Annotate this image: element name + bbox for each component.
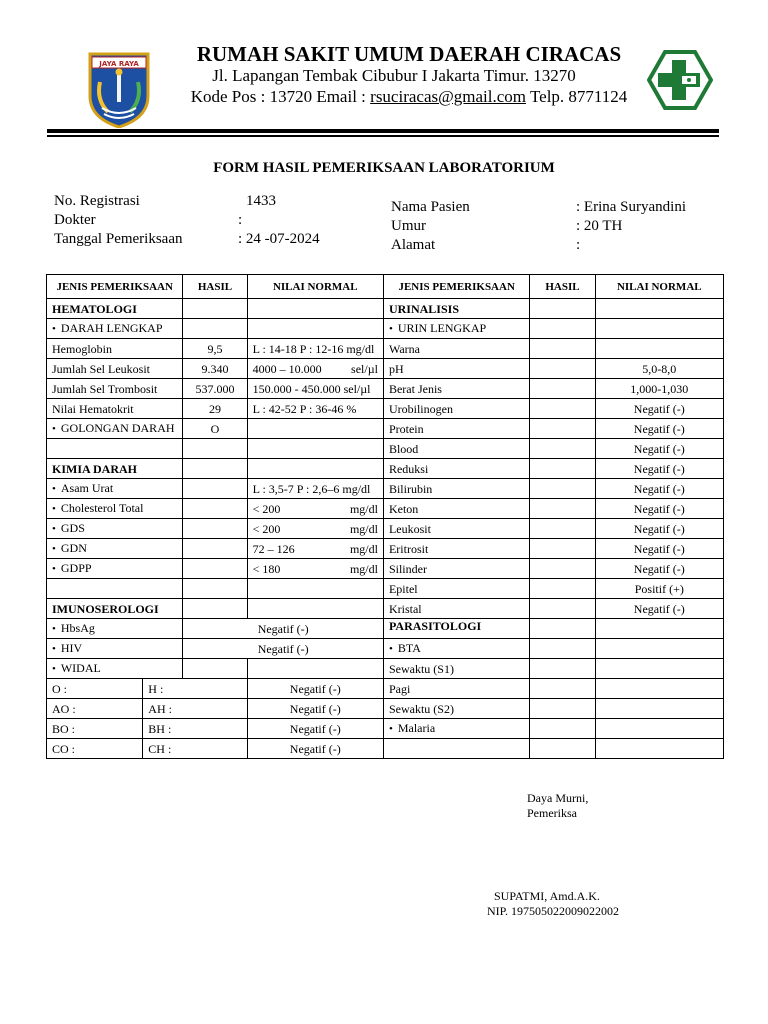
- darah-lengkap-label: • DARAH LENGKAP: [52, 321, 163, 335]
- asam-urat-name: • Asam Urat: [52, 481, 113, 495]
- table-header-row: [47, 275, 724, 299]
- header-result-right: HASIL: [530, 275, 595, 299]
- address-label: Alamat: [391, 237, 436, 253]
- hbsag-normal: Negatif (-): [183, 619, 384, 639]
- signature-place: Daya Murni,: [527, 791, 589, 805]
- table-row: [47, 639, 724, 659]
- urin-row-normal: Negatif (-): [595, 559, 723, 579]
- trombosit-normal: 150.000 - 450.000 sel/µl: [247, 379, 383, 399]
- svg-text:JAYA RAYA: JAYA RAYA: [99, 60, 139, 68]
- section-imunoserologi: IMUNOSEROLOGI: [47, 599, 183, 619]
- table-row: [47, 399, 724, 419]
- urin-row-normal: [595, 339, 723, 359]
- doctor-value: :: [238, 212, 243, 228]
- table-row: [47, 659, 724, 679]
- lab-results-table: [46, 274, 724, 759]
- asam-urat-normal: L : 3,5-7 P : 2,6–6 mg/dl: [247, 479, 383, 499]
- pagi-label: Pagi: [383, 679, 529, 699]
- table-row: [47, 599, 724, 619]
- gds-unit: mg/dl: [349, 521, 378, 536]
- table-row: [47, 499, 724, 519]
- cholesterol-normal: < 200: [252, 501, 281, 516]
- gdn-unit: mg/dl: [349, 541, 378, 556]
- gdn-name: • GDN: [52, 541, 87, 555]
- email-link[interactable]: rsuciracas@gmail.com: [370, 87, 527, 106]
- urin-row-name: Eritrosit: [383, 539, 529, 559]
- header-exam-right: JENIS PEMERIKSAAN: [383, 275, 529, 299]
- malaria-label: • Malaria: [389, 721, 435, 735]
- table-row: [47, 419, 724, 439]
- contact-suffix: Telp. 8771124: [526, 87, 628, 106]
- hematokrit-name: Nilai Hematokrit: [47, 399, 183, 419]
- table-row: [47, 739, 724, 759]
- date-value: : 24 -07-2024: [238, 231, 320, 247]
- header-rule-thick: [47, 129, 719, 133]
- table-row: [47, 559, 724, 579]
- reg-value: 1433: [246, 193, 276, 209]
- table-row: [47, 479, 724, 499]
- urin-row-name: Kristal: [383, 599, 529, 619]
- urin-row-name: Silinder: [383, 559, 529, 579]
- trombosit-name: Jumlah Sel Trombosit: [47, 379, 183, 399]
- widal-ah: AH :: [143, 699, 247, 719]
- hematokrit-normal: L : 42-52 P : 36-46 %: [247, 399, 383, 419]
- header-result-left: HASIL: [183, 275, 247, 299]
- widal-ao: AO :: [47, 699, 143, 719]
- urin-row-normal: 5,0-8,0: [595, 359, 723, 379]
- name-label: Nama Pasien: [391, 199, 470, 215]
- table-row: [47, 539, 724, 559]
- table-row: [47, 339, 724, 359]
- urin-row-normal: Negatif (-): [595, 459, 723, 479]
- section-kimia-darah: KIMIA DARAH: [47, 459, 183, 479]
- table-row: [47, 619, 724, 639]
- urin-row-normal: Negatif (-): [595, 499, 723, 519]
- urin-row-name: Urobilinogen: [383, 399, 529, 419]
- hb-result: 9,5: [183, 339, 247, 359]
- widal-normal: Negatif (-): [247, 679, 383, 699]
- widal-normal: Negatif (-): [247, 739, 383, 759]
- hospital-address: Jl. Lapangan Tembak Cibubur I Jakarta Timur. 13270: [212, 66, 576, 85]
- table-row: [47, 379, 724, 399]
- widal-normal: Negatif (-): [247, 719, 383, 739]
- name-value: : Erina Suryandini: [576, 199, 686, 215]
- table-row: [47, 579, 724, 599]
- table-row: [47, 519, 724, 539]
- widal-label: • WIDAL: [52, 661, 101, 675]
- hiv-name: • HIV: [52, 641, 82, 655]
- urin-row-name: Epitel: [383, 579, 529, 599]
- address-value: :: [576, 237, 581, 253]
- sewaktu-s1-label: Sewaktu (S1): [383, 659, 529, 679]
- urin-row-normal: Negatif (-): [595, 439, 723, 459]
- urin-lengkap-label: • URIN LENGKAP: [389, 321, 486, 335]
- signature-nip: NIP. 197505022009022002: [487, 904, 620, 918]
- hb-normal: L : 14-18 P : 12-16 mg/dl: [247, 339, 383, 359]
- urin-row-normal: Negatif (-): [595, 399, 723, 419]
- header-normal-left: NILAI NORMAL: [247, 275, 383, 299]
- leukosit-name: Jumlah Sel Leukosit: [47, 359, 183, 379]
- gdpp-name: • GDPP: [52, 561, 92, 575]
- widal-co: CO :: [47, 739, 143, 759]
- widal-o: O :: [47, 679, 143, 699]
- sewaktu-s2-label: Sewaktu (S2): [383, 699, 529, 719]
- widal-normal: Negatif (-): [247, 699, 383, 719]
- urin-row-normal: Negatif (-): [595, 519, 723, 539]
- gds-name: • GDS: [52, 521, 85, 535]
- hospital-contact: [0, 87, 768, 107]
- hospital-name: RUMAH SAKIT UMUM DAERAH CIRACAS: [196, 42, 622, 66]
- table-row: [47, 459, 724, 479]
- doctor-label: Dokter: [54, 212, 96, 228]
- urin-row-normal: Negatif (-): [595, 419, 723, 439]
- leukosit-result: 9.340: [183, 359, 247, 379]
- urin-row-normal: Negatif (-): [595, 479, 723, 499]
- urin-row-name: Berat Jenis: [383, 379, 529, 399]
- table-row: [47, 439, 724, 459]
- table-row: [47, 699, 724, 719]
- urin-row-name: Keton: [383, 499, 529, 519]
- table-row: [47, 299, 724, 319]
- hb-name: Hemoglobin: [47, 339, 183, 359]
- header-exam-left: JENIS PEMERIKSAAN: [47, 275, 183, 299]
- widal-h: H :: [143, 679, 247, 699]
- urin-row-name: pH: [383, 359, 529, 379]
- gdpp-normal: < 180: [252, 561, 281, 576]
- date-label: Tanggal Pemeriksaan: [54, 231, 183, 247]
- bta-label: • BTA: [389, 641, 421, 655]
- signature-role: Pemeriksa: [527, 806, 577, 820]
- leukosit-unit: sel/µl: [351, 361, 378, 376]
- urin-row-name: Bilirubin: [383, 479, 529, 499]
- table-row: [47, 319, 724, 339]
- gdn-normal: 72 – 126: [252, 541, 295, 556]
- table-row: [47, 359, 724, 379]
- section-hematologi: HEMATOLOGI: [47, 299, 183, 319]
- signature-name: SUPATMI, Amd.A.K.: [494, 889, 600, 903]
- cholesterol-unit: mg/dl: [349, 501, 378, 516]
- hiv-normal: Negatif (-): [183, 639, 384, 659]
- table-row: [47, 679, 724, 699]
- urin-row-name: Protein: [383, 419, 529, 439]
- golongan-result: O: [183, 419, 247, 439]
- urin-row-name: Warna: [383, 339, 529, 359]
- hematokrit-result: 29: [183, 399, 247, 419]
- gdpp-unit: mg/dl: [349, 561, 378, 576]
- urin-row-name: Blood: [383, 439, 529, 459]
- urin-row-normal: Negatif (-): [595, 539, 723, 559]
- hbsag-name: • HbsAg: [52, 621, 95, 635]
- widal-bh: BH :: [143, 719, 247, 739]
- urin-row-name: Reduksi: [383, 459, 529, 479]
- reg-label: No. Registrasi: [54, 193, 140, 209]
- cholesterol-name: • Cholesterol Total: [52, 501, 143, 515]
- age-label: Umur: [391, 218, 426, 234]
- form-title: FORM HASIL PEMERIKSAAN LABORATORIUM: [213, 160, 555, 176]
- widal-bo: BO :: [47, 719, 143, 739]
- table-row: [47, 719, 724, 739]
- section-parasitologi: PARASITOLOGI: [383, 619, 529, 639]
- urin-row-normal: Positif (+): [595, 579, 723, 599]
- contact-prefix: Kode Pos : 13720 Email :: [190, 87, 371, 106]
- gds-normal: < 200: [252, 521, 281, 536]
- header-rule-thin: [47, 135, 719, 137]
- age-value: : 20 TH: [576, 218, 623, 234]
- trombosit-result: 537.000: [183, 379, 247, 399]
- leukosit-normal: 4000 – 10.000: [252, 361, 322, 376]
- section-urinalisis: URINALISIS: [383, 299, 529, 319]
- header-normal-right: NILAI NORMAL: [595, 275, 723, 299]
- urin-row-normal: Negatif (-): [595, 599, 723, 619]
- urin-row-name: Leukosit: [383, 519, 529, 539]
- urin-row-normal: 1,000-1,030: [595, 379, 723, 399]
- widal-ch: CH :: [143, 739, 247, 759]
- golongan-name: • GOLONGAN DARAH: [52, 421, 175, 435]
